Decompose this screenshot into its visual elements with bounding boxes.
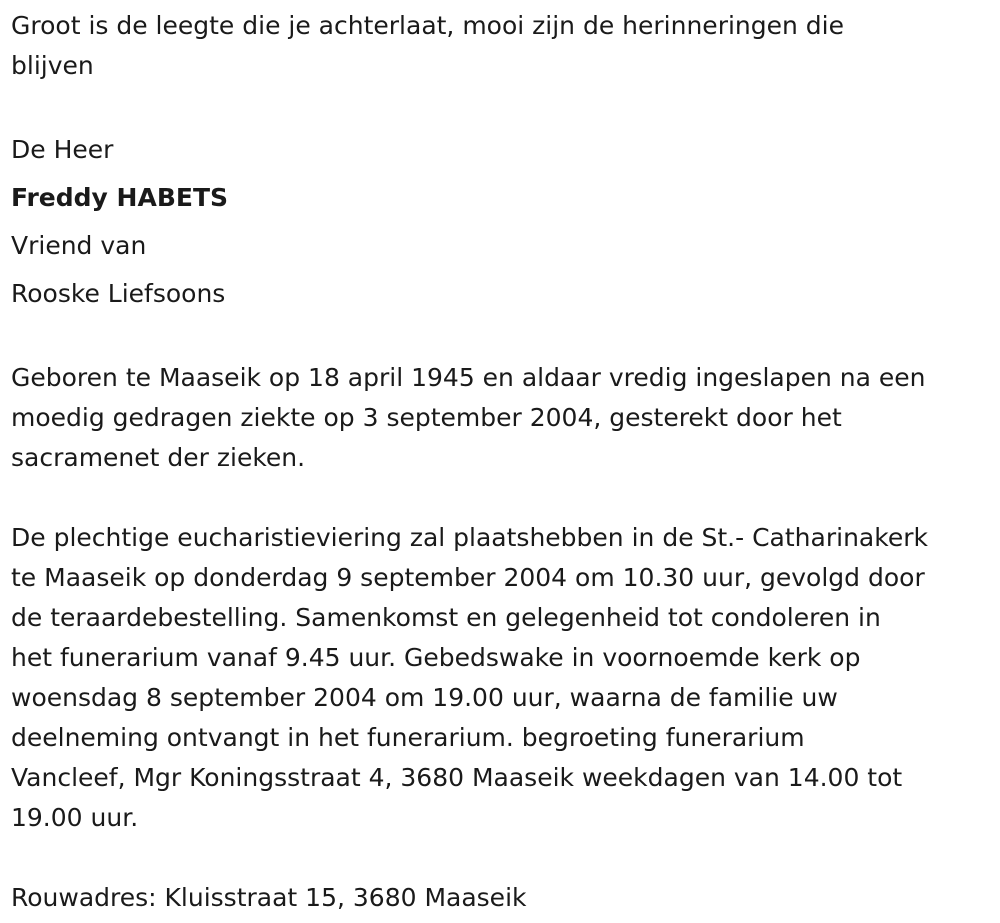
ceremony-line: 19.00 uur. — [11, 803, 139, 832]
ceremony-line: Vancleef, Mgr Koningsstraat 4, 3680 Maaseik weekdagen van 14.00 tot — [11, 763, 903, 792]
person-name: Freddy HABETS — [11, 183, 229, 212]
obituary-document — [11, 6, 991, 918]
ceremony-line: woensdag 8 september 2004 om 19.00 uur, waarna de familie uw — [11, 683, 838, 712]
person-title: De Heer — [11, 135, 114, 164]
person-partner: Rooske Liefsoons — [11, 279, 226, 308]
birth-line: moedig gedragen ziekte op 3 september 2004, gesterekt door het — [11, 403, 842, 432]
birth-line: Geboren te Maaseik op 18 april 1945 en aldaar vredig ingeslapen na een — [11, 363, 926, 392]
birth-paragraph — [11, 358, 991, 478]
spacer — [11, 318, 991, 358]
spacer — [11, 478, 991, 518]
person-relation: Vriend van — [11, 231, 147, 260]
ceremony-line: te Maaseik op donderdag 9 september 2004 om 10.30 uur, gevolgd door — [11, 563, 925, 592]
ceremony-line: De plechtige eucharistieviering zal plaatshebben in de St.- Catharinakerk — [11, 523, 928, 552]
ceremony-line: het funerarium vanaf 9.45 uur. Gebedswake in voornoemde kerk op — [11, 643, 861, 672]
birth-line: sacramenet der zieken. — [11, 443, 306, 472]
motto-line-2: blijven — [11, 51, 94, 80]
motto-line-1: Groot is de leegte die je achterlaat, mooi zijn de herinneringen die — [11, 11, 844, 40]
ceremony-paragraph — [11, 518, 991, 838]
ceremony-line: de teraardebestelling. Samenkomst en gelegenheid tot condoleren in — [11, 603, 881, 632]
mourning-address: Rouwadres: Kluisstraat 15, 3680 Maaseik — [11, 883, 527, 912]
ceremony-line: deelneming ontvangt in het funerarium. begroeting funerarium — [11, 723, 805, 752]
spacer — [11, 838, 991, 878]
spacer — [11, 86, 991, 126]
